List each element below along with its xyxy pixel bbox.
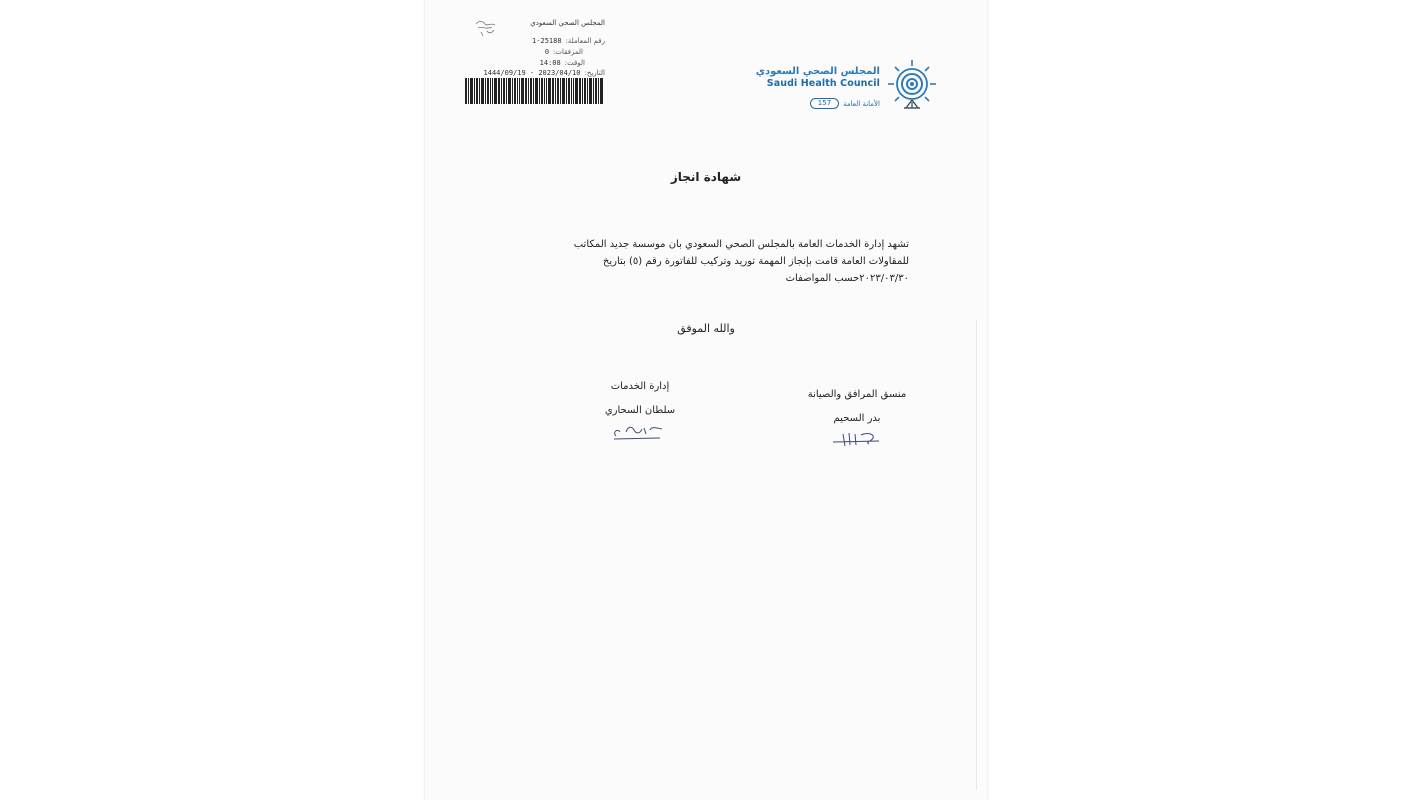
- signature-block-coordinator: [787, 388, 927, 448]
- logo-badge: 157: [810, 98, 839, 109]
- signature-title: إدارة الخدمات: [610, 381, 670, 392]
- document-title: شهادة انجاز: [670, 170, 742, 184]
- document-body: [539, 236, 909, 287]
- page-fold-line: [976, 320, 977, 790]
- stamp-value: 1444/09/19 - 2023/04/10: [483, 69, 581, 77]
- handwritten-signature-icon: [829, 428, 885, 448]
- logo-emblem-icon: [884, 58, 940, 110]
- signature-block-services: [570, 380, 710, 442]
- stamp-attachments: [545, 47, 583, 57]
- logo-subtitle: [810, 98, 880, 109]
- handwritten-signature-icon: [610, 420, 670, 442]
- logo-text: [756, 66, 880, 90]
- body-line: ٢٠٢٣/٠٣/٣٠حسب المواصفات: [785, 273, 909, 284]
- body-line: للمقاولات العامة قامت بإنجاز المهمة توريد وتركيب للفاتورة رقم (٥) بتاريخ: [602, 256, 909, 267]
- logo-sub-label: الأمانة العامة: [843, 99, 880, 108]
- logo-name-english: Saudi Health Council: [766, 78, 880, 89]
- saudi-health-council-logo: [755, 58, 940, 114]
- signature-name: سلطان السحاري: [604, 405, 676, 416]
- stamp-value: 0: [544, 48, 550, 56]
- stamp-time: [540, 58, 585, 68]
- stamp-label: رقم المعاملة:: [565, 37, 605, 45]
- stamp-label: الوقت:: [564, 59, 585, 67]
- body-line: تشهد إدارة الخدمات العامة بالمجلس الصحي السعودي بان موسسة جديد المكاتب: [573, 239, 909, 250]
- stamp-value: 14:08: [539, 59, 561, 67]
- stamp-date: [484, 68, 605, 78]
- stamp-organization: المجلس الصحي السعودي: [530, 19, 605, 27]
- stamp-transaction-number: [532, 36, 605, 46]
- logo-name-arabic: المجلس الصحي السعودي: [755, 66, 880, 77]
- document-closing: والله الموفق: [677, 322, 735, 335]
- stamp-seal-scribble: [473, 18, 499, 40]
- signature-title: منسق المرافق والصيانة: [807, 389, 907, 400]
- stamp-label: المرفقات:: [553, 48, 583, 56]
- stamp-label: التاريخ:: [584, 69, 605, 77]
- registration-stamp: [465, 16, 605, 108]
- barcode: [465, 78, 603, 104]
- document-page: [424, 0, 988, 800]
- signature-name: بدر السحيم: [833, 413, 881, 424]
- stamp-value: 1-25188: [532, 37, 562, 45]
